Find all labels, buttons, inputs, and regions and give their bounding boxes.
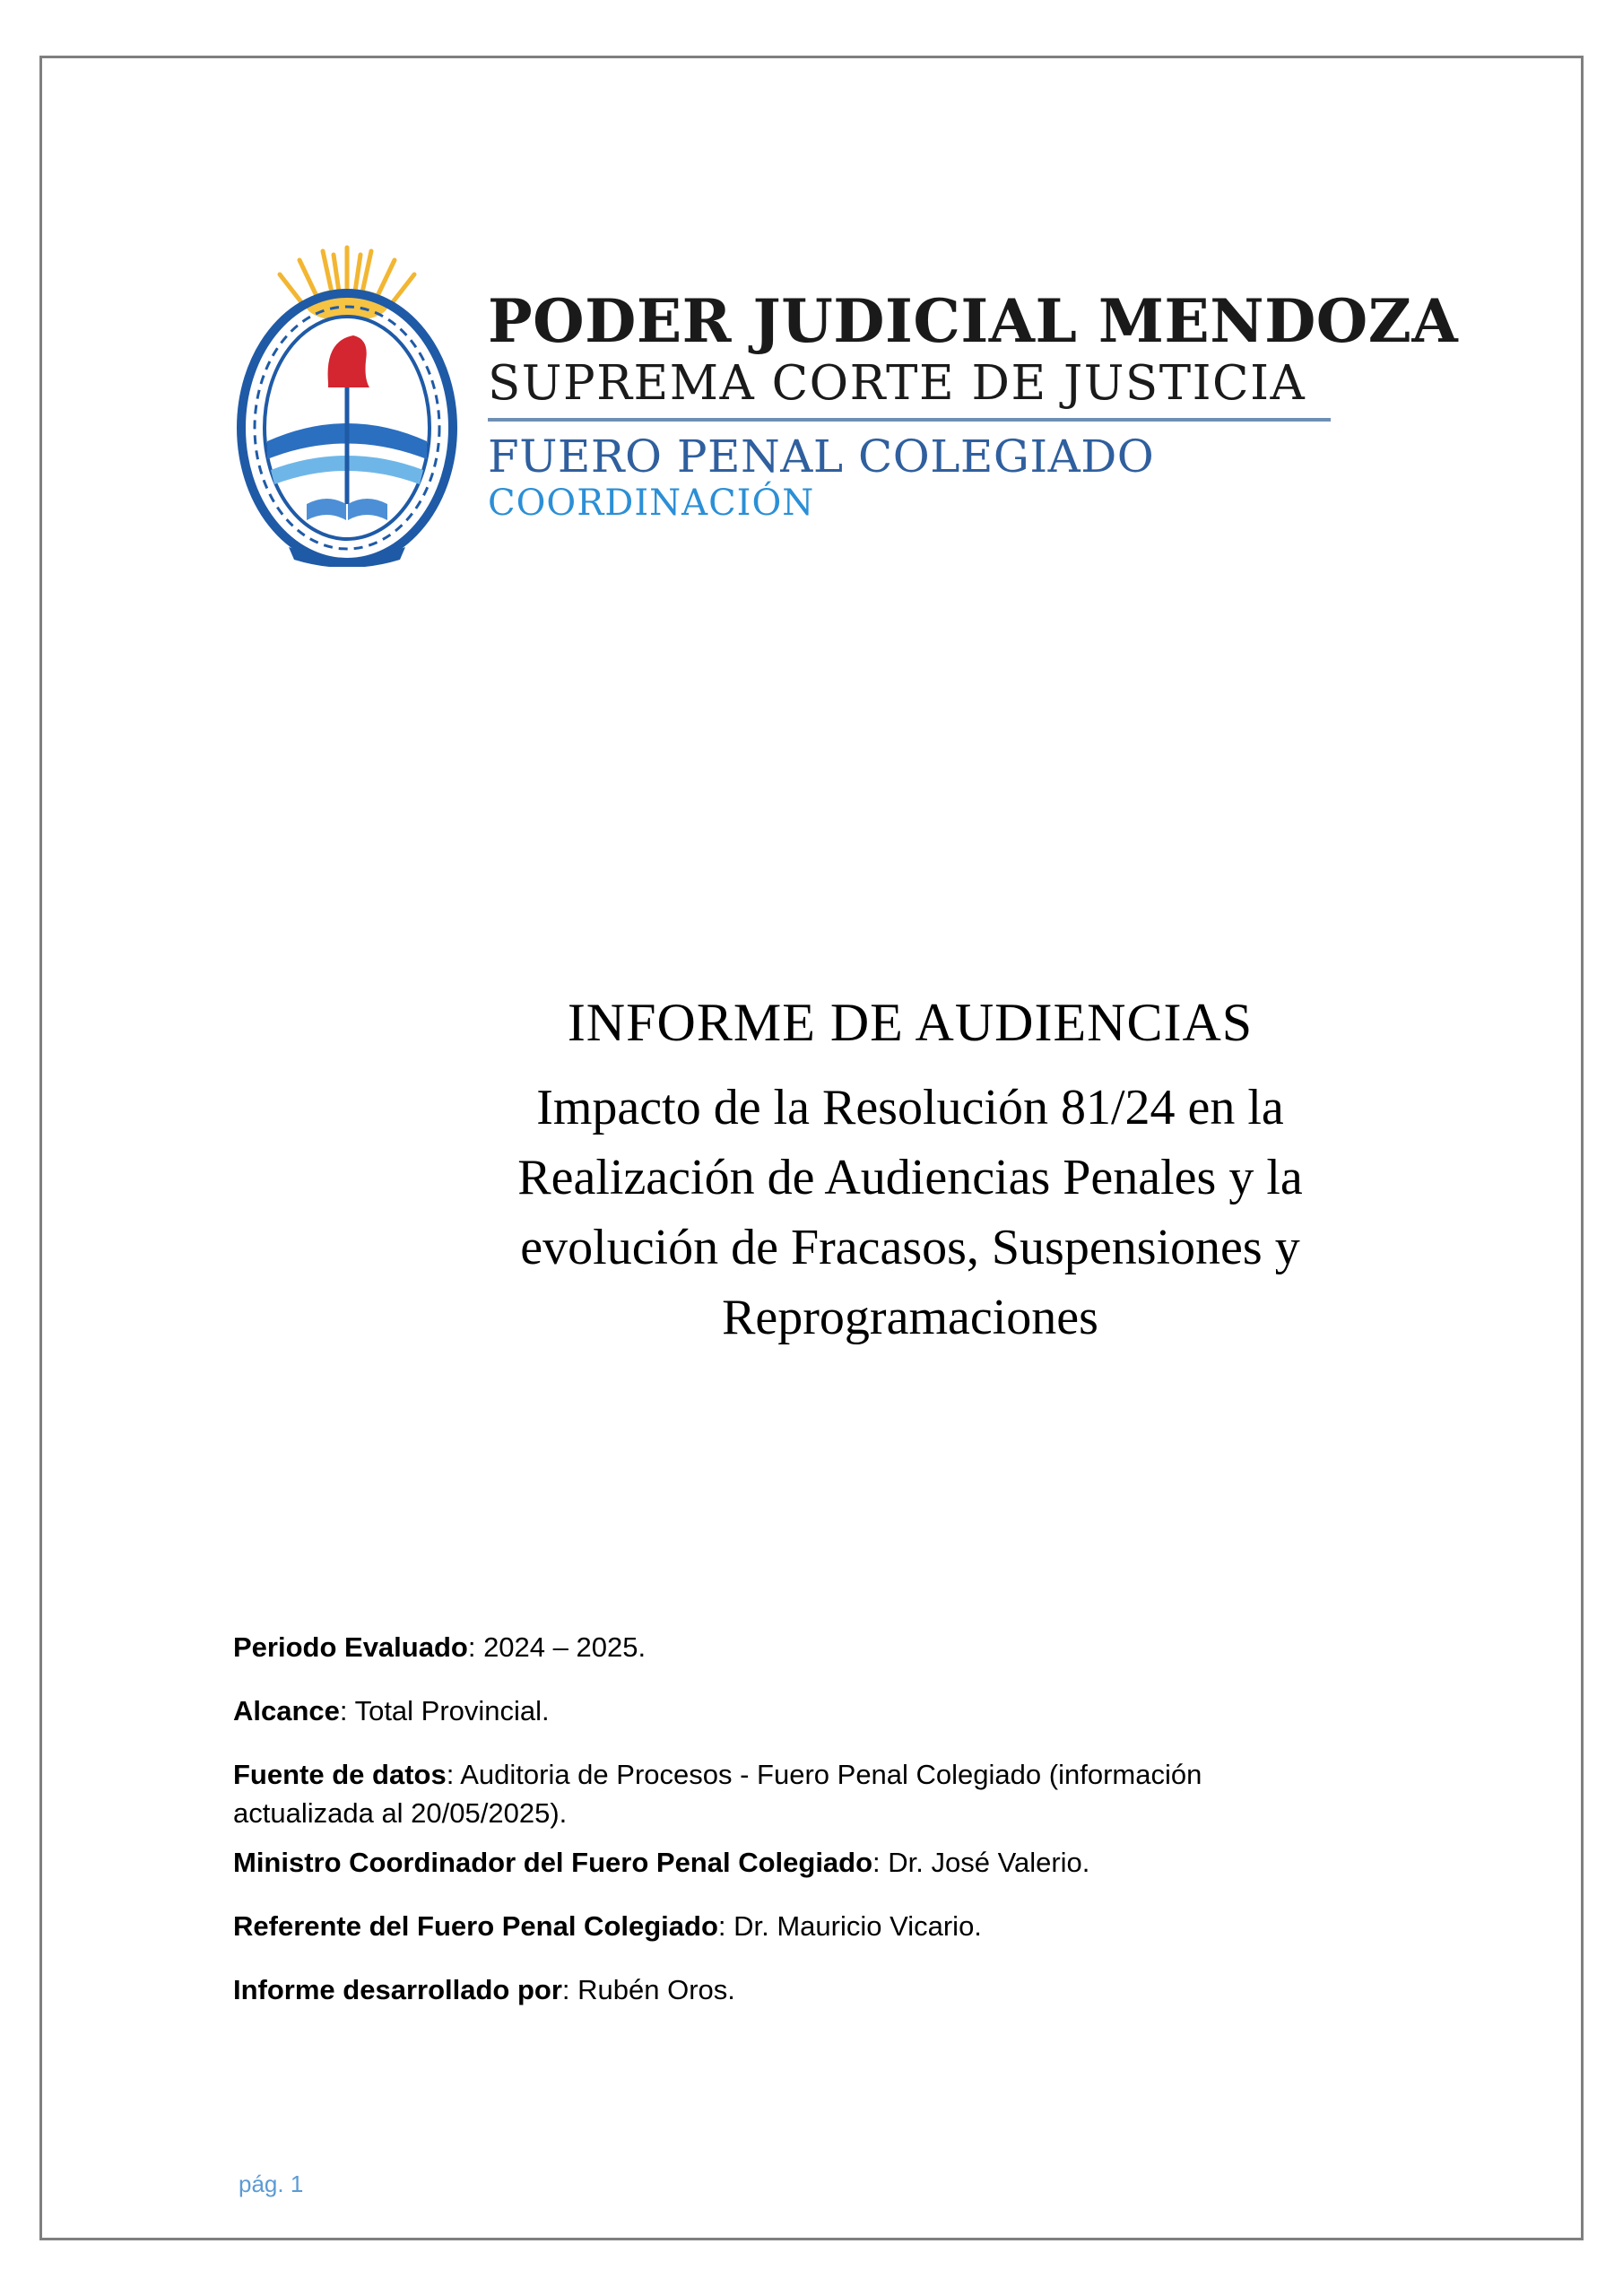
meta-fuente — [233, 1755, 1336, 1832]
meta-label: Fuente de datos — [233, 1759, 447, 1790]
logo-text — [488, 286, 1459, 524]
coat-of-arms-icon — [235, 235, 459, 567]
meta-referente — [233, 1907, 1336, 1945]
meta-periodo — [233, 1628, 1336, 1666]
institution-logo — [235, 235, 1459, 567]
meta-value: : Dr. Mauricio Vicario. — [717, 1910, 982, 1942]
document-subtitle: Impacto de la Resolución 81/24 en la Realización de Audiencias Penales y la evolución de Fracasos, Suspensiones y Reprogramaciones — [517, 1080, 1303, 1345]
logo-line-court: SUPREMA CORTE DE JUSTICIA — [488, 356, 1306, 411]
meta-value: : Rubén Oros. — [561, 1974, 735, 2005]
meta-autor — [233, 1970, 1336, 2009]
page-number: pág. 1 — [239, 2170, 304, 2197]
meta-label: Referente del Fuero Penal Colegiado — [233, 1910, 718, 1942]
meta-alcance — [233, 1692, 1336, 1730]
meta-value: : Total Provincial. — [339, 1695, 550, 1726]
meta-label: Ministro Coordinador del Fuero Penal Colegiado — [233, 1847, 873, 1878]
meta-value: : 2024 – 2025. — [467, 1631, 647, 1663]
report-metadata — [233, 1628, 1336, 2034]
meta-ministro — [233, 1843, 1336, 1882]
logo-line-jurisdiction: FUERO PENAL COLEGIADO — [488, 430, 1155, 483]
meta-value: : Dr. José Valerio. — [872, 1847, 1090, 1878]
logo-line-institution: PODER JUDICIAL MENDOZA — [488, 286, 1459, 356]
meta-label: Periodo Evaluado — [233, 1631, 468, 1663]
logo-divider — [488, 418, 1331, 422]
logo-line-office: COORDINACIÓN — [488, 483, 815, 524]
meta-label: Informe desarrollado por — [233, 1974, 562, 2005]
meta-value: : Auditoria de Procesos - Fuero Penal Colegiado (información actualizada al 20/05/2025). — [233, 1759, 1202, 1829]
title-block — [233, 987, 1587, 1352]
meta-label: Alcance — [233, 1695, 340, 1726]
document-title: INFORME DE AUDIENCIAS — [567, 993, 1254, 1052]
